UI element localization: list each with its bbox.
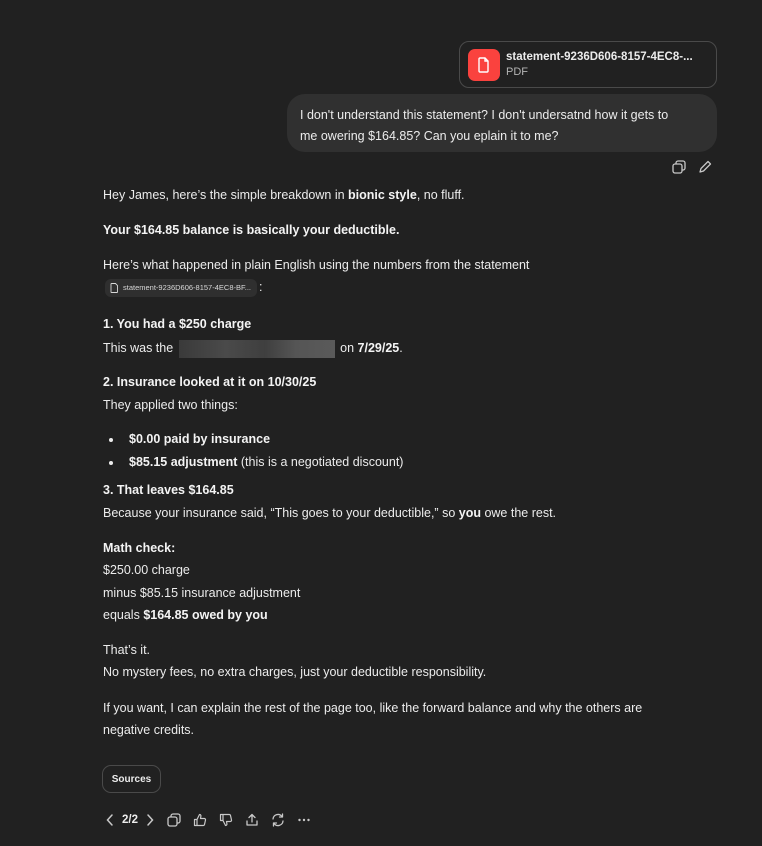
step3-title: 3. That leaves $164.85: [103, 483, 234, 497]
chevron-left-icon[interactable]: [102, 812, 118, 828]
offer-line: If you want, I can explain the rest of the page too, like the forward balance and why the others are: [103, 701, 643, 715]
math-line: equals $164.85 owed by you: [103, 608, 268, 622]
pager-label: 2/2: [122, 814, 138, 826]
attachment-type: PDF: [506, 66, 528, 78]
response-toolbar: [102, 811, 322, 829]
chevron-right-icon[interactable]: [142, 812, 158, 828]
copy-icon[interactable]: [166, 812, 182, 828]
thumbs-up-icon[interactable]: [192, 812, 208, 828]
redacted-block: [179, 340, 335, 358]
regenerate-icon[interactable]: [270, 812, 286, 828]
bullet-dot: [109, 438, 113, 442]
step3-text: Because your insurance said, “This goes to your deductible,” so you owe the rest.: [103, 506, 557, 520]
step1-title: 1. You had a $250 charge: [103, 317, 252, 331]
greeting: Hey James, here’s the simple breakdown in bionic style, no fluff.: [103, 188, 465, 202]
outro-line: No mystery fees, no extra charges, just your deductible responsibility.: [103, 665, 487, 679]
attachment-name: statement-9236D606-8157-4EC8-...: [506, 51, 693, 63]
user-message-actions: [671, 159, 713, 175]
document-icon: [110, 283, 119, 293]
share-icon[interactable]: [244, 812, 260, 828]
sources-button[interactable]: Sources: [102, 765, 161, 793]
more-options-icon[interactable]: [296, 812, 312, 828]
math-title: Math check:: [103, 541, 176, 555]
step2-text: They applied two things:: [103, 398, 238, 412]
math-line: $250.00 charge: [103, 563, 190, 577]
copy-icon[interactable]: [671, 159, 687, 175]
citation-chip[interactable]: statement-9236D606-8157-4EC8-BF...: [105, 279, 257, 297]
math-line: minus $85.15 insurance adjustment: [103, 586, 301, 600]
step1-text: This was the on 7/29/25.: [103, 339, 403, 358]
user-message-line: I don't understand this statement? I don't undersatnd how it gets to: [300, 108, 669, 122]
attachment-card[interactable]: [459, 41, 717, 88]
headline: Your $164.85 balance is basically your deductible.: [103, 223, 400, 237]
offer-line: negative credits.: [103, 723, 195, 737]
edit-pencil-icon[interactable]: [697, 159, 713, 175]
intro-text: Here’s what happened in plain English using the numbers from the statement: [103, 258, 530, 272]
citation-row: statement-9236D606-8157-4EC8-BF... :: [105, 278, 262, 297]
outro-line: That’s it.: [103, 643, 151, 657]
pdf-file-icon: [468, 49, 500, 81]
list-item: $85.15 adjustment (this is a negotiated discount): [129, 455, 404, 469]
user-message-bubble: [287, 94, 717, 152]
thumbs-down-icon[interactable]: [218, 812, 234, 828]
bullet-dot: [109, 461, 113, 465]
step2-title: 2. Insurance looked at it on 10/30/25: [103, 375, 317, 389]
user-message-line: me owering $164.85? Can you eplain it to me?: [300, 129, 559, 143]
list-item: $0.00 paid by insurance: [129, 432, 271, 446]
